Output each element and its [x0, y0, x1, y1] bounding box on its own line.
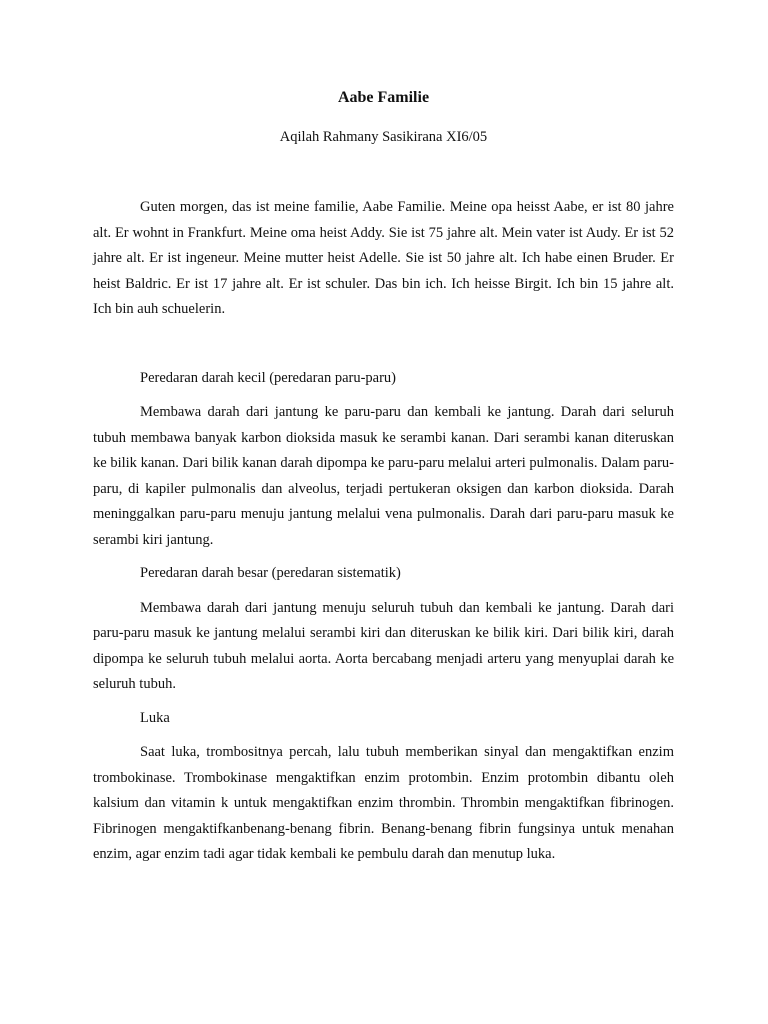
section-heading-peredaran-besar: Peredaran darah besar (peredaran sistematik)	[140, 565, 401, 581]
document-author: Aqilah Rahmany Sasikirana XI6/05	[279, 129, 488, 145]
intro-paragraph: Guten morgen, das ist meine familie, Aabe Familie. Meine opa heisst Aabe, er ist 80 jahre alt. Er wohnt in Frankfurt. Meine oma heist Addy. Sie ist 75 jahre alt. Mein vater ist Audy. Er ist 52 jahre alt. Er ist ingeneur. Meine mutter heist Adelle. Sie ist 50 jahre alt. Ich habe einen Bruder. Er heist Baldric. Er ist 17 jahre alt. Er ist schuler. Das bin ich. Ich heisse Birgit. Ich bin 15 jahre alt. Ich bin auh schuelerin.	[93, 199, 674, 317]
document-page	[93, 86, 674, 868]
document-title: Aabe Familie	[337, 89, 430, 106]
section-heading-luka: Luka	[140, 709, 170, 726]
section-body-peredaran-kecil: Membawa darah dari jantung ke paru-paru dan kembali ke jantung. Darah dari seluruh tubuh membawa banyak karbon dioksida masuk ke serambi kanan. Dari serambi kanan diteruskan ke bilik kanan. Dari bilik kanan darah dipompa ke paru-paru melalui arteri pulmonalis. Dalam paru-paru, di kapiler pulmonalis dan alveolus, terjadi pertukeran oksigen dan karbon dioksida. Darah meninggalkan paru-paru menuju jantung melalui vena pulmonalis. Darah dari paru-paru masuk ke serambi kiri jantung.	[93, 404, 674, 548]
section-body-luka: Saat luka, trombositnya percah, lalu tubuh memberikan sinyal dan mengaktifkan enzim trombokinase. Trombokinase mengaktifkan enzim protombin. Enzim protombin dibantu oleh kalsium dan vitamin k untuk mengaktifkan enzim thrombin. Thrombin mengaktifkan fibrinogen. Fibrinogen mengaktifkanbenang-benang fibrin. Benang-benang fibrin fungsinya untuk menahan enzim, agar enzim tadi agar tidak kembali ke pembulu darah dan menutup luka.	[93, 744, 674, 862]
section-heading-peredaran-kecil: Peredaran darah kecil (peredaran paru-paru)	[140, 369, 397, 386]
section-body-peredaran-besar: Membawa darah dari jantung menuju seluruh tubuh dan kembali ke jantung. Darah dari paru-paru masuk ke jantung melalui serambi kiri dan diteruskan ke bilik kiri. Dari bilik kiri, darah dipompa ke seluruh tubuh melalui aorta. Aorta bercabang menjadi arteru yang menyuplai darah ke seluruh tubuh.	[93, 599, 674, 692]
